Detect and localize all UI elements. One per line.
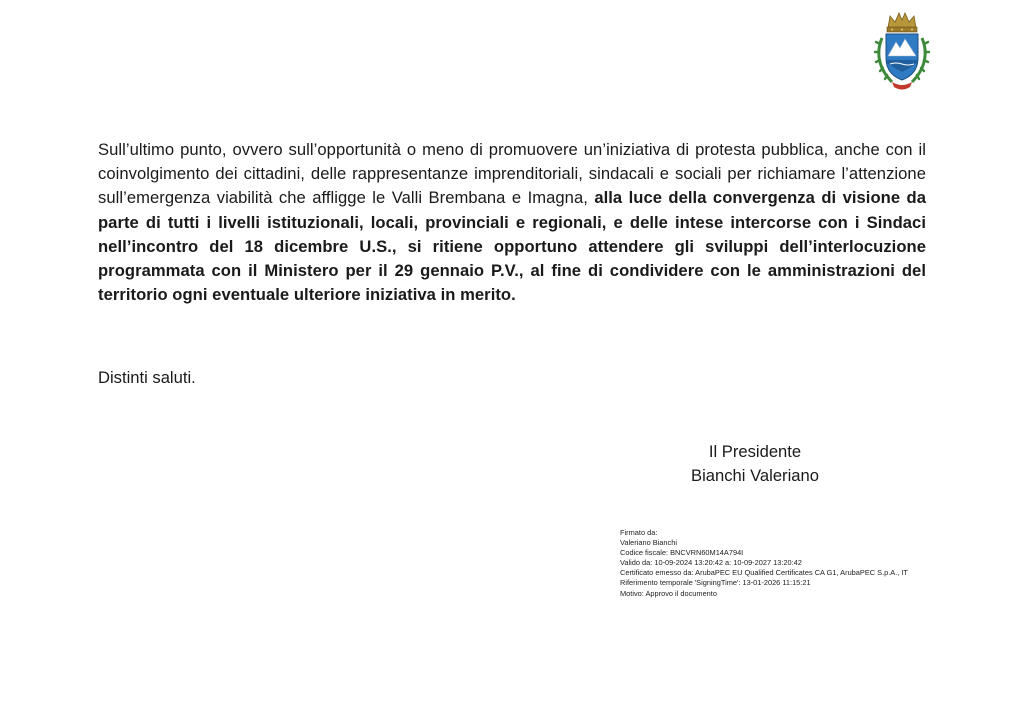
signature-line: Valido da: 10-09-2024 13:20:42 a: 10-09-2027 13:20:42 <box>620 558 802 568</box>
signatory-role: Il Presidente <box>708 442 802 461</box>
signature-line: Riferimento temporale 'SigningTime': 13-01-2026 11:15:21 <box>620 578 811 588</box>
signature-line: Codice fiscale: BNCVRN60M14A794I <box>620 548 744 558</box>
signature-block <box>660 440 850 488</box>
signature-line: Motivo: Approvo il documento <box>620 588 717 598</box>
municipal-coat-of-arms-icon <box>870 8 934 94</box>
signature-line: Firmato da: <box>620 528 658 537</box>
signature-line: Valeriano Bianchi <box>620 538 677 548</box>
letter-body-bold-text: alla luce della convergenza di visione da parte di tutti i livelli istituzionali, locali, provinciali e regionali, e delle intese intercorse con i Sindaci nell’incontro del 18 dicembre U.S., si ritiene opportuno attendere gli sviluppi dell’interlocuzione programmata con il Ministero per il 29 gennaio P.V., al fine di condividere con le amministrazioni del territorio ogni eventuale ulteriore iniziativa in merito. <box>98 188 927 305</box>
signatory-name: Bianchi Valeriano <box>691 466 819 485</box>
letter-body-text: Sull’ultimo punto, ovvero sull’opportunità o meno di promuovere un’iniziativa di protesta pubblica, anche con il coinvolgimento dei cittadini, delle rappresentanze imprenditoriali, sindacali e sociali per richiamare l’attenzione sull’emergenza viabilità che affligge le Valli Brembana e Imagna, <box>98 140 926 208</box>
letter-body-paragraph <box>98 138 926 307</box>
closing-greeting: Distinti saluti. <box>98 368 196 387</box>
signature-line: Certificato emesso da: ArubaPEC EU Qualified Certificates CA G1, ArubaPEC S.p.A., IT <box>620 568 908 578</box>
digital-signature-stamp <box>620 528 908 599</box>
